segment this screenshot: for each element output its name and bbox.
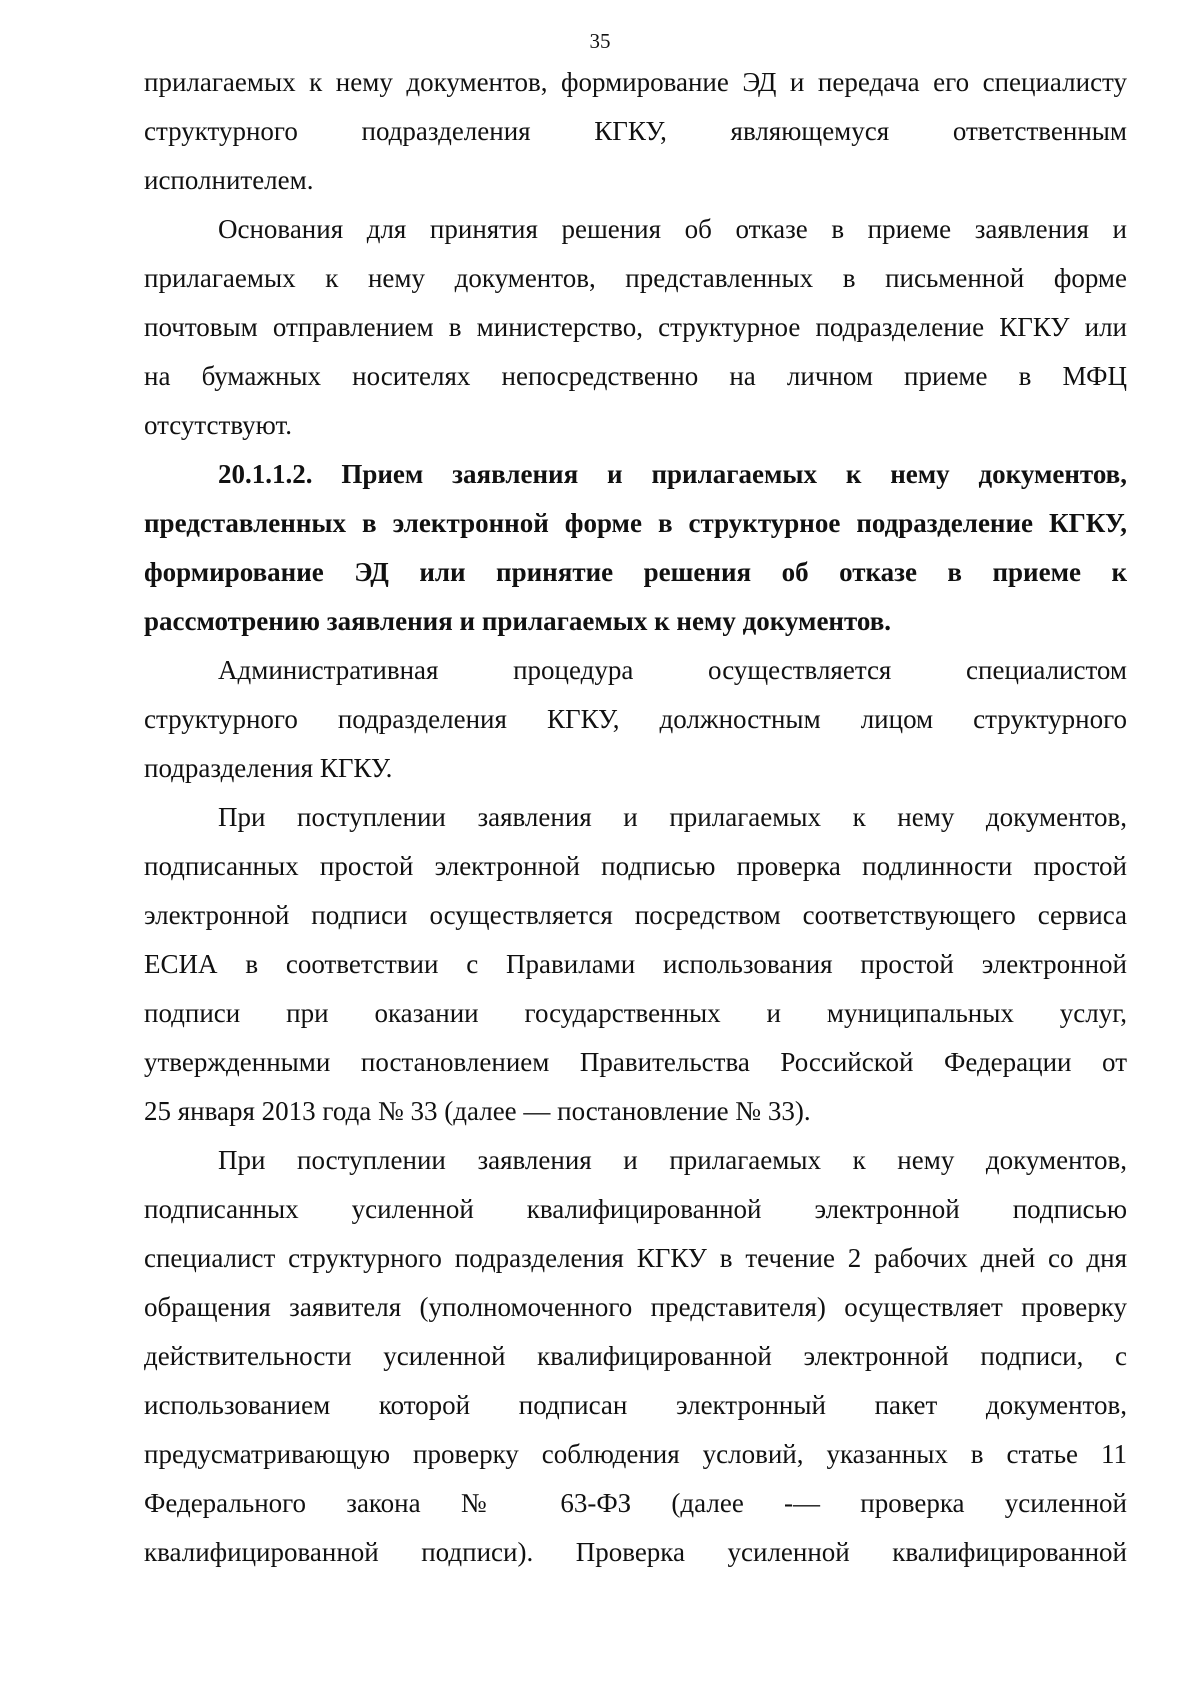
- document-body: [144, 58, 1127, 1577]
- text-line: Федерального закона № 63-ФЗ (далее -— проверка усиленной: [144, 1488, 1127, 1518]
- section-heading: [144, 450, 1127, 646]
- paragraph-procedure: [144, 646, 1127, 793]
- text-line: прилагаемых к нему документов, представленных в письменной форме: [144, 263, 1127, 293]
- text-line: квалифицированной подписи). Проверка усиленной квалифицированной: [144, 1537, 1127, 1567]
- text-line: Основания для принятия решения об отказе в приеме заявления и: [218, 214, 1127, 244]
- text-line: подписанных усиленной квалифицированной электронной подписью: [144, 1194, 1127, 1224]
- text-line: структурного подразделения КГКУ, должностным лицом структурного: [144, 704, 1127, 734]
- heading-line: 20.1.1.2. Прием заявления и прилагаемых к нему документов,: [218, 459, 1127, 489]
- text-line: прилагаемых к нему документов, формирование ЭД и передача его специалисту: [144, 67, 1127, 97]
- text-line: предусматривающую проверку соблюдения условий, указанных в статье 11: [144, 1439, 1127, 1469]
- text-line: почтовым отправлением в министерство, структурное подразделение КГКУ или: [144, 312, 1127, 342]
- text-line: При поступлении заявления и прилагаемых к нему документов,: [218, 802, 1127, 832]
- page-number: 35: [589, 29, 611, 53]
- text-line: действительности усиленной квалифицированной электронной подписи, с: [144, 1341, 1127, 1371]
- text-line: структурного подразделения КГКУ, являющемуся ответственным: [144, 116, 1127, 146]
- text-line: подразделения КГКУ.: [144, 753, 393, 783]
- text-line: подписи при оказании государственных и муниципальных услуг,: [144, 998, 1127, 1028]
- text-line: исполнителем.: [144, 165, 314, 195]
- text-line: использованием которой подписан электронный пакет документов,: [144, 1390, 1127, 1420]
- text-line: обращения заявителя (уполномоченного представителя) осуществляет проверку: [144, 1292, 1127, 1322]
- text-line: отсутствуют.: [144, 410, 292, 440]
- heading-line: представленных в электронной форме в структурное подразделение КГКУ,: [144, 508, 1127, 538]
- paragraph-continuation: [144, 58, 1127, 205]
- paragraph-simple-signature: [144, 793, 1127, 1136]
- text-line: на бумажных носителях непосредственно на личном приеме в МФЦ: [144, 361, 1127, 391]
- text-line: ЕСИА в соответствии с Правилами использования простой электронной: [144, 949, 1127, 979]
- paragraph-refusal-grounds: [144, 205, 1127, 450]
- text-line: Административная процедура осуществляется специалистом: [218, 655, 1127, 685]
- text-line: специалист структурного подразделения КГКУ в течение 2 рабочих дней со дня: [144, 1243, 1127, 1273]
- text-line: подписанных простой электронной подписью проверка подлинности простой: [144, 851, 1127, 881]
- text-line: электронной подписи осуществляется посредством соответствующего сервиса: [144, 900, 1127, 930]
- text-line: 25 января 2013 года № 33 (далее — постановление № 33).: [144, 1096, 811, 1126]
- text-line: При поступлении заявления и прилагаемых к нему документов,: [218, 1145, 1127, 1175]
- paragraph-qualified-signature: [144, 1136, 1127, 1577]
- heading-line: рассмотрению заявления и прилагаемых к нему документов.: [144, 606, 892, 636]
- text-line: утвержденными постановлением Правительства Российской Федерации от: [144, 1047, 1127, 1077]
- heading-line: формирование ЭД или принятие решения об отказе в приеме к: [144, 557, 1127, 587]
